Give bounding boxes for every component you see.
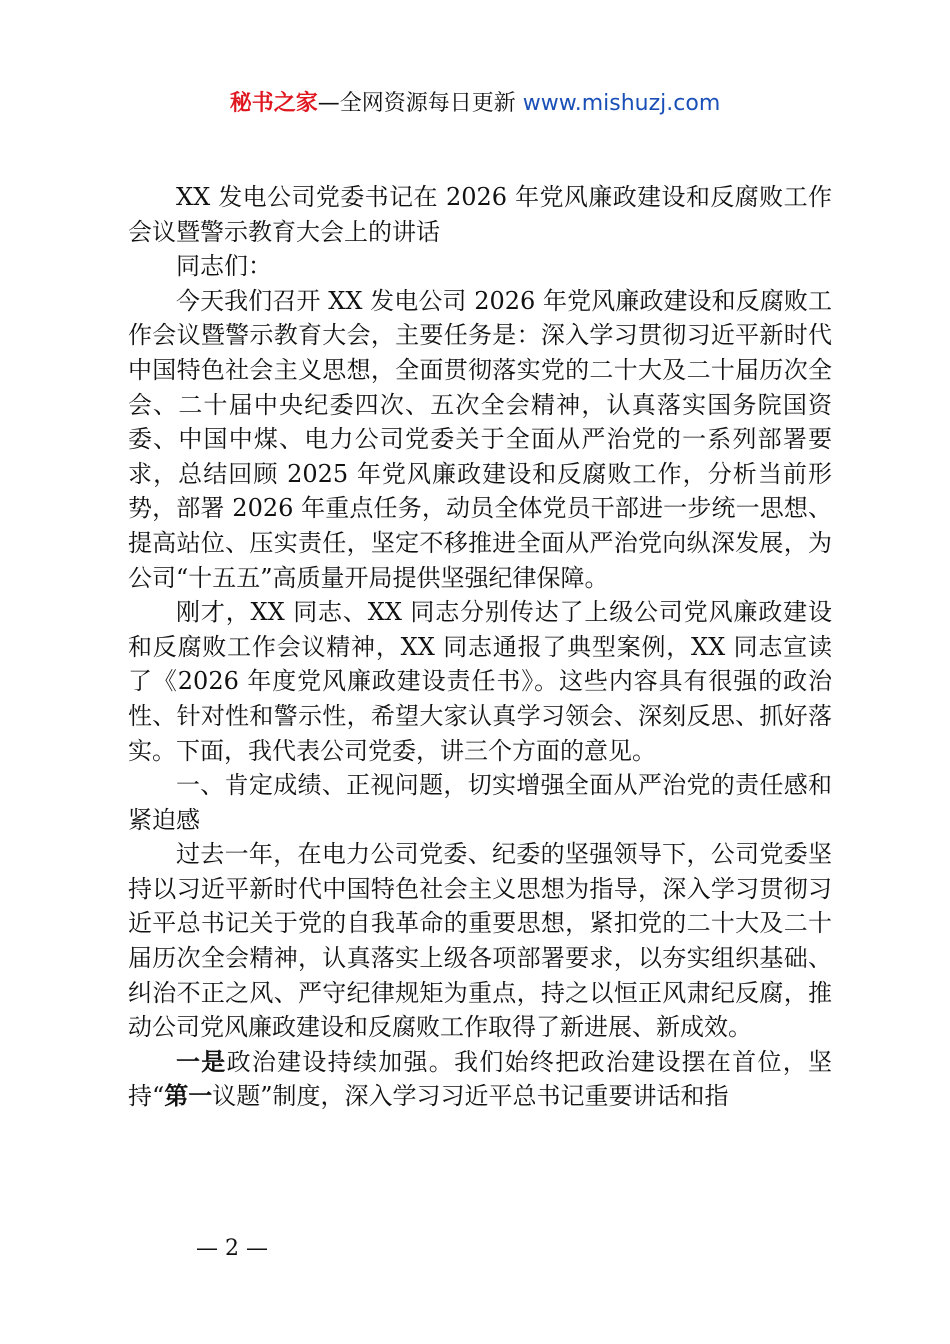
banner-brand: 秘书之家 <box>229 91 318 116</box>
site-banner <box>0 88 950 120</box>
salutation: 同志们： <box>176 252 272 281</box>
banner-tagline: —全网资源每日更新 <box>317 91 516 116</box>
paragraph-4-text-1: 政治建设持续加强。我们始终把政治建设摆在首位，坚持“ <box>128 1047 833 1111</box>
document-body <box>128 180 832 1114</box>
banner-url-link[interactable]: www.mishuzj.com <box>522 91 721 116</box>
document-title: XX 发电公司党委书记在 2026 年党风廉政建设和反腐败工作会议暨警示教育大会上的讲话 <box>128 183 832 246</box>
paragraph-4-lead: 一是 <box>176 1046 227 1076</box>
paragraph-1: 今天我们召开 XX 发电公司 2026 年党风廉政建设和反腐败工作会议暨警示教育大会，主要任务是：深入学习贯彻习近平新时代中国特色社会主义思想，全面贯彻落实党的二十大及二十届历次全会、二十届中央纪委四次、五次全会精神，认真落实国务院国资委、中国中煤、电力公司党委关于全面从严治党的一系列部署要求，总结回顾 2025 年党风廉政建设和反腐败工作，分析当前形势，部署 2026 年重点任务，动员全体党员干部进一步统一思想、提高站位、压实责任，坚定不移推进全面从严治党向纵深发展，为公司“十五五”高质量开局提供坚强纪律保障。 <box>128 286 832 592</box>
page-number: — 2 — <box>196 1236 268 1261</box>
paragraph-4-bold: 第一 <box>164 1081 213 1111</box>
paragraph-4 <box>128 1045 832 1114</box>
paragraph-3: 过去一年，在电力公司党委、纪委的坚强领导下，公司党委坚持以习近平新时代中国特色社会主义思想为指导，深入学习贯彻习近平总书记关于党的自我革命的重要思想，紧扣党的二十大及二十届历次全会精神，认真落实上级各项部署要求，以夯实组织基础、纠治不正之风、严守纪律规矩为重点，持之以恒正风肃纪反腐，推动公司党风廉政建设和反腐败工作取得了新进展、新成效。 <box>128 840 832 1042</box>
paragraph-4-text-2: 议题”制度，深入学习习近平总书记重要讲话和指 <box>212 1082 729 1111</box>
paragraph-2: 刚才，XX 同志、XX 同志分别传达了上级公司党风廉政建设和反腐败工作会议精神，XX 同志通报了典型案例，XX 同志宣读了《2026 年度党风廉政建设责任书》。这些内容具有很强的政治性、针对性和警示性，希望大家认真学习领会、深刻反思、抓好落实。下面，我代表公司党委，讲三个方面的意见。 <box>128 598 832 765</box>
section-1-heading: 一、肯定成绩、正视问题，切实增强全面从严治党的责任感和紧迫感 <box>128 771 832 834</box>
